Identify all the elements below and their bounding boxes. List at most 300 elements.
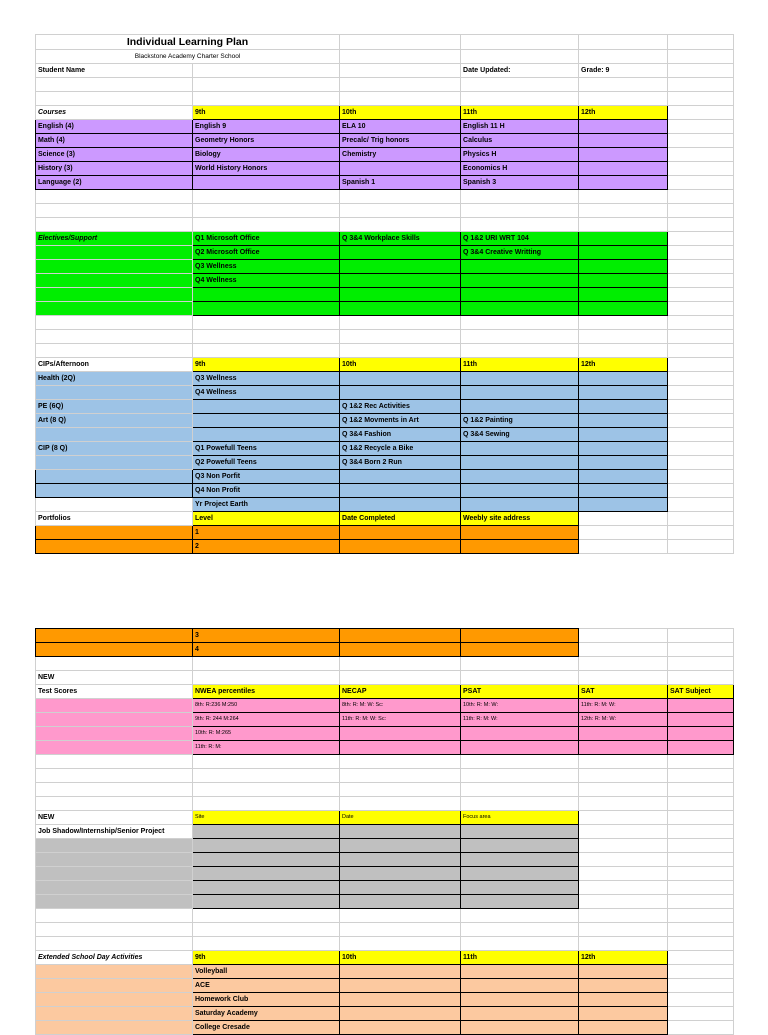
empty-cell <box>579 671 668 685</box>
table-cell[interactable] <box>340 386 461 400</box>
empty-cell[interactable] <box>193 867 340 881</box>
empty-cell <box>579 204 668 218</box>
table-cell[interactable]: Q 1&2 Rec Activities <box>340 400 461 414</box>
table-cell[interactable]: Yr Project Earth <box>193 498 340 512</box>
empty-cell <box>461 657 579 671</box>
empty-cell[interactable] <box>579 1021 668 1035</box>
table-cell[interactable]: Geometry Honors <box>193 134 340 148</box>
empty-cell <box>668 218 734 232</box>
empty-cell <box>461 783 579 797</box>
empty-cell[interactable] <box>340 895 461 909</box>
table-cell: PE (6Q) <box>36 400 193 414</box>
empty-cell <box>668 811 734 825</box>
jobshadow-row <box>36 839 734 853</box>
empty-cell <box>668 92 734 106</box>
empty-cell <box>36 895 193 909</box>
empty-cell[interactable] <box>340 1021 461 1035</box>
table-cell[interactable]: Q 1&2 Painting <box>461 414 579 428</box>
empty-cell <box>461 671 579 685</box>
table-cell[interactable] <box>340 260 461 274</box>
empty-cell <box>579 895 668 909</box>
empty-cell[interactable] <box>461 895 579 909</box>
cip-row <box>36 372 734 386</box>
table-cell[interactable]: 11th: R: M: W: <box>579 699 668 713</box>
table-cell[interactable] <box>340 274 461 288</box>
empty-cell <box>668 937 734 951</box>
empty-cell <box>579 78 668 92</box>
table-cell[interactable]: 12th: R: M: W: <box>579 713 668 727</box>
empty-cell <box>668 106 734 120</box>
empty-cell[interactable] <box>340 965 461 979</box>
empty-cell <box>668 909 734 923</box>
empty-cell[interactable] <box>193 839 340 853</box>
empty-cell[interactable] <box>193 302 340 316</box>
empty-cell[interactable] <box>193 895 340 909</box>
empty-cell[interactable] <box>579 246 668 260</box>
table-row <box>36 797 734 811</box>
table-cell: 9th <box>193 106 340 120</box>
table-cell[interactable] <box>461 386 579 400</box>
table-cell[interactable] <box>340 741 461 755</box>
empty-cell[interactable] <box>579 372 668 386</box>
table-cell: CIP (8 Q) <box>36 442 193 456</box>
empty-cell <box>36 274 193 288</box>
empty-cell <box>668 344 734 358</box>
table-cell[interactable]: English 9 <box>193 120 340 134</box>
table-cell: 11th <box>461 358 579 372</box>
empty-cell[interactable] <box>579 148 668 162</box>
table-cell[interactable]: College Cresade <box>193 1021 340 1035</box>
empty-cell <box>579 92 668 106</box>
empty-cell <box>579 512 668 526</box>
test-score-row <box>36 699 734 713</box>
empty-cell[interactable] <box>340 302 461 316</box>
empty-cell <box>36 853 193 867</box>
table-cell: Site <box>193 811 340 825</box>
empty-cell[interactable] <box>579 288 668 302</box>
empty-cell <box>668 643 734 657</box>
table-cell: 10th <box>340 358 461 372</box>
empty-cell <box>461 190 579 204</box>
empty-cell <box>579 755 668 769</box>
table-cell[interactable] <box>461 274 579 288</box>
table-cell[interactable]: World History Honors <box>193 162 340 176</box>
ilp-table-page-2 <box>35 628 734 1035</box>
empty-cell <box>668 372 734 386</box>
table-cell[interactable]: Q 1&2 URI WRT 104 <box>461 232 579 246</box>
elective-row <box>36 246 734 260</box>
empty-cell <box>579 643 668 657</box>
empty-cell[interactable] <box>340 881 461 895</box>
empty-cell <box>579 344 668 358</box>
table-cell[interactable] <box>340 498 461 512</box>
table-cell[interactable]: Q4 Non Profit <box>193 484 340 498</box>
table-cell[interactable]: Q4 Wellness <box>193 386 340 400</box>
empty-cell <box>668 442 734 456</box>
empty-cell[interactable] <box>461 979 579 993</box>
empty-cell <box>36 643 193 657</box>
empty-cell <box>579 540 668 554</box>
empty-cell[interactable] <box>461 540 579 554</box>
empty-cell[interactable] <box>340 288 461 302</box>
empty-cell <box>36 204 193 218</box>
extended-label: Extended School Day Activities <box>36 951 193 965</box>
empty-cell <box>340 92 461 106</box>
empty-cell[interactable] <box>668 727 734 741</box>
table-cell[interactable] <box>461 442 579 456</box>
empty-cell <box>340 783 461 797</box>
cips-label: CIPs/Afternoon <box>36 358 193 372</box>
table-cell[interactable] <box>461 260 579 274</box>
empty-cell <box>193 190 340 204</box>
empty-cell[interactable] <box>579 232 668 246</box>
empty-cell[interactable] <box>193 288 340 302</box>
empty-cell[interactable] <box>461 629 579 643</box>
table-cell[interactable]: Q3 Non Porfit <box>193 470 340 484</box>
empty-cell[interactable] <box>579 428 668 442</box>
empty-cell <box>668 825 734 839</box>
elective-row <box>36 288 734 302</box>
table-cell[interactable]: Spanish 1 <box>340 176 461 190</box>
table-cell[interactable]: 11th: R: M: W: <box>461 713 579 727</box>
portfolio-row <box>36 540 734 554</box>
empty-cell <box>340 769 461 783</box>
table-cell[interactable]: ACE <box>193 979 340 993</box>
table-cell[interactable]: 10th: R: M: W: <box>461 699 579 713</box>
table-cell[interactable]: Q3 Wellness <box>193 260 340 274</box>
table-cell[interactable]: Q1 Powefull Teens <box>193 442 340 456</box>
table-row <box>36 316 734 330</box>
empty-cell <box>668 540 734 554</box>
student-name-field[interactable] <box>193 64 340 78</box>
empty-cell <box>340 330 461 344</box>
empty-cell[interactable] <box>579 484 668 498</box>
empty-cell <box>36 881 193 895</box>
table-cell: Date Completed <box>340 512 461 526</box>
empty-cell <box>668 951 734 965</box>
empty-cell[interactable] <box>579 498 668 512</box>
empty-cell <box>36 78 193 92</box>
empty-cell[interactable] <box>340 526 461 540</box>
empty-cell <box>36 629 193 643</box>
empty-cell <box>668 895 734 909</box>
empty-cell <box>36 699 193 713</box>
empty-cell <box>340 755 461 769</box>
table-cell[interactable] <box>193 428 340 442</box>
empty-cell[interactable] <box>340 839 461 853</box>
empty-cell[interactable] <box>579 176 668 190</box>
test-score-row <box>36 713 734 727</box>
table-cell[interactable] <box>461 470 579 484</box>
table-cell[interactable] <box>340 727 461 741</box>
empty-cell <box>340 78 461 92</box>
empty-cell <box>668 923 734 937</box>
table-cell: PSAT <box>461 685 579 699</box>
table-cell[interactable]: Q 3&4 Sewing <box>461 428 579 442</box>
empty-cell[interactable] <box>340 825 461 839</box>
empty-cell <box>668 484 734 498</box>
empty-cell <box>668 64 734 78</box>
table-cell[interactable] <box>193 414 340 428</box>
table-cell[interactable]: ELA 10 <box>340 120 461 134</box>
empty-cell[interactable] <box>340 867 461 881</box>
table-cell: 10th <box>340 951 461 965</box>
empty-cell <box>668 456 734 470</box>
table-cell[interactable]: Economics H <box>461 162 579 176</box>
table-cell: 4 <box>193 643 340 657</box>
cips-header-row <box>36 358 734 372</box>
table-cell[interactable]: Q 3&4 Workplace Skills <box>340 232 461 246</box>
table-row <box>36 50 734 64</box>
empty-cell[interactable] <box>461 643 579 657</box>
empty-cell <box>579 783 668 797</box>
table-cell: Language (2) <box>36 176 193 190</box>
empty-cell[interactable] <box>340 629 461 643</box>
table-cell[interactable]: 10th: R: M:265 <box>193 727 340 741</box>
empty-cell[interactable] <box>579 965 668 979</box>
empty-cell <box>461 218 579 232</box>
empty-cell <box>579 825 668 839</box>
table-row <box>36 657 734 671</box>
table-cell[interactable]: Volleyball <box>193 965 340 979</box>
table-row <box>36 92 734 106</box>
empty-cell <box>668 755 734 769</box>
empty-cell[interactable] <box>579 274 668 288</box>
empty-cell <box>668 358 734 372</box>
empty-cell[interactable] <box>461 867 579 881</box>
table-row <box>36 769 734 783</box>
ilp-sheet-page-2 <box>0 628 768 1035</box>
jobshadow-row <box>36 825 734 839</box>
cip-row <box>36 414 734 428</box>
empty-cell[interactable] <box>193 881 340 895</box>
empty-cell <box>36 979 193 993</box>
table-cell[interactable]: English 11 H <box>461 120 579 134</box>
empty-cell[interactable] <box>193 825 340 839</box>
empty-cell <box>36 909 193 923</box>
empty-cell[interactable] <box>340 1007 461 1021</box>
table-cell[interactable]: Calculus <box>461 134 579 148</box>
table-cell[interactable] <box>461 400 579 414</box>
empty-cell <box>340 344 461 358</box>
empty-cell[interactable] <box>461 1007 579 1021</box>
empty-cell[interactable] <box>461 853 579 867</box>
empty-cell <box>668 783 734 797</box>
empty-cell <box>36 246 193 260</box>
empty-cell <box>579 526 668 540</box>
empty-cell <box>668 1021 734 1035</box>
empty-cell <box>579 657 668 671</box>
elective-row <box>36 274 734 288</box>
table-cell[interactable] <box>461 372 579 386</box>
empty-cell[interactable] <box>340 979 461 993</box>
table-cell[interactable] <box>461 498 579 512</box>
table-row <box>36 783 734 797</box>
table-cell[interactable]: 8th: R: M: W: Sc: <box>340 699 461 713</box>
empty-cell <box>340 218 461 232</box>
empty-cell[interactable] <box>193 853 340 867</box>
table-cell[interactable]: Q2 Microsoft Office <box>193 246 340 260</box>
table-cell[interactable]: Q4 Wellness <box>193 274 340 288</box>
empty-cell[interactable] <box>461 839 579 853</box>
empty-cell <box>668 965 734 979</box>
date-updated-label: Date Updated: <box>461 64 579 78</box>
empty-cell[interactable] <box>579 442 668 456</box>
table-cell[interactable]: 11th: R: M: <box>193 741 340 755</box>
table-cell[interactable]: Physics H <box>461 148 579 162</box>
empty-cell <box>668 526 734 540</box>
cip-row <box>36 498 734 512</box>
table-cell[interactable] <box>461 741 579 755</box>
table-cell[interactable]: Precalc/ Trig honors <box>340 134 461 148</box>
empty-cell <box>668 657 734 671</box>
empty-cell <box>579 811 668 825</box>
empty-cell[interactable] <box>579 120 668 134</box>
table-cell: 10th <box>340 106 461 120</box>
empty-cell[interactable] <box>579 134 668 148</box>
empty-cell[interactable] <box>461 993 579 1007</box>
table-cell: Level <box>193 512 340 526</box>
empty-cell[interactable] <box>579 162 668 176</box>
empty-cell <box>36 330 193 344</box>
empty-cell[interactable] <box>461 288 579 302</box>
empty-cell <box>193 92 340 106</box>
table-cell[interactable] <box>193 400 340 414</box>
empty-cell[interactable] <box>579 400 668 414</box>
empty-cell <box>579 190 668 204</box>
empty-cell[interactable] <box>340 643 461 657</box>
empty-cell <box>36 344 193 358</box>
table-cell: English (4) <box>36 120 193 134</box>
empty-cell <box>36 1021 193 1035</box>
empty-cell[interactable] <box>579 1007 668 1021</box>
empty-cell[interactable] <box>579 979 668 993</box>
table-cell[interactable]: Q 1&2 Recycle a Bike <box>340 442 461 456</box>
empty-cell <box>668 498 734 512</box>
empty-cell[interactable] <box>461 881 579 895</box>
empty-cell[interactable] <box>579 470 668 484</box>
empty-cell <box>668 78 734 92</box>
empty-cell[interactable] <box>579 456 668 470</box>
table-cell[interactable] <box>340 470 461 484</box>
table-cell[interactable]: Q3 Wellness <box>193 372 340 386</box>
empty-cell <box>36 839 193 853</box>
empty-cell[interactable] <box>668 699 734 713</box>
jobshadow-row <box>36 853 734 867</box>
table-cell: 12th <box>579 358 668 372</box>
empty-cell[interactable] <box>579 260 668 274</box>
empty-cell[interactable] <box>668 741 734 755</box>
empty-cell <box>36 769 193 783</box>
empty-cell <box>193 671 340 685</box>
empty-cell <box>579 330 668 344</box>
course-row <box>36 162 734 176</box>
empty-cell <box>461 316 579 330</box>
table-cell[interactable] <box>340 246 461 260</box>
table-row <box>36 909 734 923</box>
empty-cell <box>668 134 734 148</box>
table-cell[interactable] <box>340 372 461 386</box>
table-cell[interactable]: Q2 Powefull Teens <box>193 456 340 470</box>
empty-cell[interactable] <box>579 302 668 316</box>
empty-cell[interactable] <box>340 993 461 1007</box>
empty-cell <box>668 400 734 414</box>
empty-cell <box>461 755 579 769</box>
table-cell[interactable]: 8th: R:236 M:250 <box>193 699 340 713</box>
table-cell[interactable] <box>340 162 461 176</box>
empty-cell[interactable] <box>461 965 579 979</box>
table-cell[interactable]: Q 3&4 Creative Writting <box>461 246 579 260</box>
empty-cell <box>36 713 193 727</box>
table-cell[interactable]: Spanish 3 <box>461 176 579 190</box>
empty-cell <box>461 344 579 358</box>
empty-cell <box>668 246 734 260</box>
table-cell[interactable] <box>461 456 579 470</box>
table-row <box>36 755 734 769</box>
empty-cell <box>668 512 734 526</box>
table-cell[interactable]: 9th: R: 244 M:264 <box>193 713 340 727</box>
elective-row <box>36 260 734 274</box>
table-cell[interactable] <box>461 727 579 741</box>
table-cell[interactable]: Q 3&4 Fashion <box>340 428 461 442</box>
jobshadow-row <box>36 867 734 881</box>
table-cell[interactable]: Saturday Academy <box>193 1007 340 1021</box>
table-cell[interactable] <box>340 484 461 498</box>
empty-cell[interactable] <box>461 825 579 839</box>
table-cell <box>36 456 193 470</box>
empty-cell[interactable] <box>461 302 579 316</box>
tests-header-row <box>36 685 734 699</box>
portfolio-row <box>36 643 734 657</box>
empty-cell <box>36 1007 193 1021</box>
table-cell[interactable]: 11th: R: M: W: Sc: <box>340 713 461 727</box>
empty-cell <box>340 50 461 64</box>
empty-cell[interactable] <box>461 1021 579 1035</box>
table-cell[interactable]: Chemistry <box>340 148 461 162</box>
table-cell[interactable]: Biology <box>193 148 340 162</box>
empty-cell <box>36 316 193 330</box>
tests-new-label: NEW <box>36 671 193 685</box>
empty-cell[interactable] <box>340 540 461 554</box>
table-cell[interactable]: Homework Club <box>193 993 340 1007</box>
extended-row <box>36 993 734 1007</box>
empty-cell[interactable] <box>668 713 734 727</box>
table-cell[interactable] <box>579 741 668 755</box>
empty-cell[interactable] <box>340 853 461 867</box>
table-cell[interactable]: Q1 Microsoft Office <box>193 232 340 246</box>
empty-cell <box>461 204 579 218</box>
empty-cell[interactable] <box>579 993 668 1007</box>
empty-cell <box>668 190 734 204</box>
student-name-label: Student Name <box>36 64 193 78</box>
jobshadow-row <box>36 895 734 909</box>
table-cell[interactable]: Q 3&4 Born 2 Run <box>340 456 461 470</box>
test-score-row <box>36 741 734 755</box>
empty-cell <box>668 260 734 274</box>
table-cell[interactable]: Q 1&2 Movments in Art <box>340 414 461 428</box>
table-cell: Weebly site address <box>461 512 579 526</box>
empty-cell[interactable] <box>579 414 668 428</box>
empty-cell[interactable] <box>461 526 579 540</box>
empty-cell <box>668 1007 734 1021</box>
table-cell[interactable] <box>193 176 340 190</box>
table-cell[interactable] <box>579 727 668 741</box>
empty-cell <box>461 35 579 50</box>
table-cell: 9th <box>193 951 340 965</box>
table-row <box>36 344 734 358</box>
table-cell[interactable] <box>461 484 579 498</box>
empty-cell[interactable] <box>579 386 668 400</box>
